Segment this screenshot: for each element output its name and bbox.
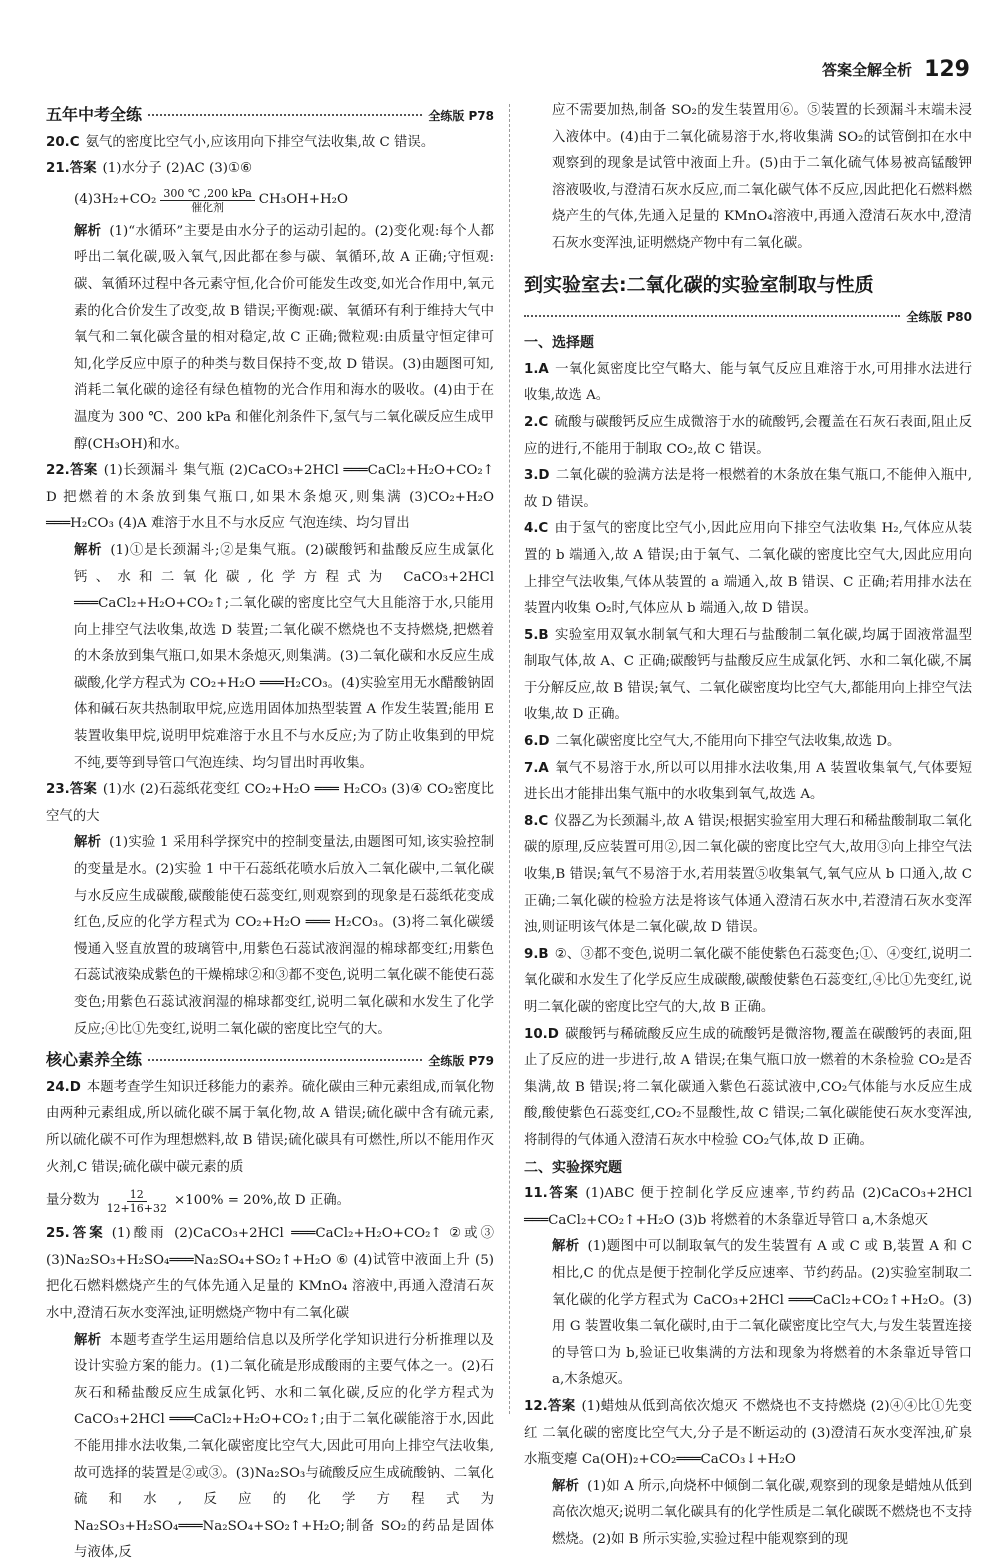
fraction-tail: ×100% = 20%,故 D 正确。 [174, 1192, 351, 1208]
analysis-11 [524, 1234, 972, 1394]
answer-text: (1)水 (2)石蕊纸花变红 CO₂+H₂O ═══ H₂CO₃ (3)④ CO₂密度比空气的大 [46, 782, 494, 824]
subheading-choice: 一、选择题 [524, 335, 594, 352]
analysis-text: (1)“水循环”主要是由水分子的运动引起的。(2)变化观:每个人都呼出二氧化碳,吸入氧气,因此都在参与碳、氧循环,故 A 正确;守恒观:碳、氧循环过程中各元素守恒,化合价可能发生改变,如光合作用中,氧元素的化合价发生了改变,故 B 错误;平衡观:碳、氧循环有利于维持大气中氧气和二氧化碳含量的相对稳定,故 C 正确;微粒观:由质量守恒定律可知,化学反应中原子的种类与数目保持不变,故 D 错误。(3)由题图可知,消耗二氧化碳的途径有绿色植物的光合作用和海水的吸收。(4)由于在温度为 300 ℃、200 kPa 和催化剂条件下,氢气与二氧化碳反应生成甲醇(CH₃OH)和水。 [74, 223, 494, 452]
answer-text: 碳酸钙与稀硫酸反应生成的硫酸钙是微溶物,覆盖在碳酸钙的表面,阻止了反应的进一步进行,故 A 错误;在集气瓶口放一燃着的木条检验 CO₂是否集满,故 B 错误;将二氧化碳通入紫色石蕊试液中,CO₂气体能与水反应生成酸,酸使紫色石蕊变红,CO₂不显酸性,故 C 错误;二氧化碳能使石灰水变浑浊,将制得的气体通入澄清石灰水中检验 CO₂气体,故 D 正确。 [524, 1026, 972, 1148]
answer-20 [46, 130, 494, 157]
answer-text: (1)酸雨 (2)CaCO₃+2HCl ═══CaCl₂+H₂O+CO₂↑ ②或③ (3)Na₂SO₃+H₂SO₄═══Na₂SO₄+SO₂↑+H₂O ⑥ (4)试管中液面上升 (5)把化石燃料燃烧产生的气体先通入足量的 KMnO₄ 溶液中,再通入澄清石灰水中,澄清石灰水变浑浊,证明燃烧产物中有二氧化碳 [46, 1226, 494, 1321]
analysis-25 [46, 1328, 494, 1567]
answer-21 [46, 156, 494, 183]
equation-left: (4)3H₂+CO₂ [74, 192, 157, 208]
section-ref: 全练版 P78 [428, 109, 494, 123]
analysis-label: 解析 [74, 542, 103, 558]
question-number: 8.C [524, 813, 549, 829]
subheading-experiment: 二、实验探究题 [524, 1159, 622, 1176]
question-number: 4.C [524, 521, 549, 537]
answer-text: ②、③都不变色,说明二氧化碳不能使紫色石蕊变色;①、④变红,说明二氧化碳和水发生了化学反应生成碳酸,碳酸使紫色石蕊变红,④比①先变红,说明二氧化碳的密度比空气的大,故 B 正确。 [524, 946, 972, 1015]
section-ref: 全练版 P79 [428, 1054, 494, 1069]
fraction-24 [46, 1181, 494, 1221]
analysis-22 [46, 538, 494, 777]
answer-25 [46, 1221, 494, 1327]
answer-text: 二氧化碳密度比空气大,不能用向下排空气法收集,故选 D。 [555, 734, 901, 750]
question-number: 24.D [46, 1079, 81, 1095]
analysis-label: 解析 [552, 1239, 580, 1255]
question-number: 7.A [524, 760, 549, 776]
dotted-leader [148, 1059, 422, 1061]
dotted-leader [524, 315, 900, 317]
page-number: 129 [924, 56, 970, 82]
answer-23 [46, 777, 494, 830]
answer-text: 一氧化氮密度比空气略大、能与氧气反应且难溶于水,可用排水法进行收集,故选 A。 [524, 361, 972, 404]
question-number: 23.答案 [46, 782, 97, 798]
analysis-text: 本题考查学生运用题给信息以及所学化学知识进行分析推理以及设计实验方案的能力。(1)二氧化硫是形成酸雨的主要气体之一。(2)石灰石和稀盐酸反应生成氯化钙、水和二氧化碳,反应的化学方程式为 CaCO₃+2HCl ═══CaCl₂+H₂O+CO₂↑;由于二氧化碳能溶于水,因此不能用排水法收集,二氧化碳密度比空气大,因此可用向上排空气法收集,故可选择的装置是②或③。(3)Na₂SO₃与硫酸反应生成硫酸钠、二氧化硫和水,反应的化学方程式为 Na₂SO₃+H₂SO₄═══Na₂SO₄+SO₂↑+H₂O;制备 SO₂的药品是固体与液体,反 [74, 1332, 495, 1561]
question-number: 12.答案 [524, 1398, 576, 1414]
answer-text: 硫酸与碳酸钙反应生成微溶于水的硫酸钙,会覆盖在石灰石表面,阻止反应的进行,不能用于制取 CO₂,故 C 错误。 [524, 414, 972, 457]
answer-text: 二氧化碳的验满方法是将一根燃着的木条放在集气瓶口,不能伸入瓶中,故 D 错误。 [524, 468, 972, 510]
question-number: 2.C [524, 414, 549, 430]
right-column [524, 98, 972, 1553]
mass-fraction [104, 1188, 170, 1215]
condition-bottom: 催化剂 [191, 201, 225, 215]
question-number: 11.答案 [524, 1186, 580, 1202]
answer-24 [46, 1075, 494, 1181]
answer-10 [524, 1022, 972, 1155]
answer-22 [46, 458, 494, 538]
answer-7 [524, 756, 972, 809]
denominator: 12+16+32 [106, 1201, 167, 1215]
header-label: 答案全解全析 [822, 60, 913, 79]
question-number: 20.C [46, 134, 80, 150]
equation-21 [46, 183, 494, 219]
analysis-label: 解析 [74, 223, 102, 239]
analysis-12 [524, 1474, 972, 1554]
answer-6 [524, 729, 972, 756]
page-header [822, 52, 970, 88]
answer-text: 氧气不易溶于水,所以可以用排水法收集,用 A 装置收集氧气,气体要短进长出才能排出集气瓶中的水收集到氧气,故选 A。 [524, 760, 972, 803]
answer-2 [524, 410, 972, 463]
analysis-text: (1)如 A 所示,向烧杯中倾倒二氧化碳,观察到的现象是蜡烛从低到高依次熄灭;说明二氧化碳具有的化学性质是二氧化碳既不燃烧也不支持燃烧。(2)如 B 所示实验,实验过程中能观察到的现 [552, 1478, 972, 1547]
equation-right: CH₃OH+H₂O [258, 192, 348, 208]
condition-top: 300 ℃ ,200 kPa [160, 187, 254, 201]
analysis-23 [46, 830, 494, 1043]
section-header-five-year [46, 102, 494, 130]
answer-11 [524, 1181, 972, 1234]
lab-section-ref-line [524, 304, 972, 331]
answer-text: (1)蜡烛从低到高依次熄灭 不燃烧也不支持燃烧 (2)④④比①先变红 二氧化碳的密度比空气大,分子是不断运动的 (3)澄清石灰水变浑浊,矿泉水瓶变瘪 Ca(OH)₂+CO₂═══CaCO₃↓+H₂O [524, 1398, 972, 1468]
analysis-text: (1)①是长颈漏斗;②是集气瓶。(2)碳酸钙和盐酸反应生成氯化钙、水和二氧化碳,化学方程式为 CaCO₃+2HCl ═══CaCl₂+H₂O+CO₂↑;二氧化碳的密度比空气大且能溶于水,只能用向上排空气法收集,故选 D 装置;二氧化碳不燃烧也不支持燃烧,把燃着的木条放到集气瓶口,如果木条熄灭,则集满。(3)二氧化碳和水反应生成碳酸,化学方程式为 CO₂+H₂O ═══H₂CO₃。(4)实验室用无水醋酸钠固体和碱石灰共热制取甲烷,应选用固体加热型装置 A 作发生装置;能用 E 装置收集甲烷,说明甲烷难溶于水且不与水反应;为了防止收集到的甲烷不纯,要等到导管口气泡连续、均匀冒出时再收集。 [74, 542, 494, 771]
section-title: 核心素养全练 [46, 1050, 143, 1070]
answer-text: (1)水分子 (2)AC (3)①⑥ [102, 161, 253, 177]
answer-3 [524, 463, 972, 516]
answer-text: 由于氢气的密度比空气小,因此应用向下排空气法收集 H₂,气体应从装置的 b 端通入,故 A 错误;由于氧气、二氧化碳的密度比空气大,因此应用向上排空气法收集,气体从装置的 a 端通入,故 B 错误、C 正确;若用排水法在装置内收集 O₂时,气体应从 b 端通入,故 D 错误。 [524, 521, 972, 617]
question-number: 10.D [524, 1026, 559, 1042]
answer-text: (1)长颈漏斗 集气瓶 (2)CaCO₃+2HCl ═══CaCl₂+H₂O+CO₂↑ D 把燃着的木条放到集气瓶口,如果木条熄灭,则集满 (3)CO₂+H₂O ═══H₂CO₃ (4)A 难溶于水且不与水反应 气泡连续、均匀冒出 [46, 463, 494, 532]
answer-4 [524, 516, 972, 622]
question-number: 1.A [524, 361, 549, 377]
column-divider [509, 104, 510, 1414]
numerator: 12 [127, 1188, 147, 1202]
analysis-label: 解析 [74, 835, 102, 851]
reaction-condition [160, 187, 254, 214]
section-ref: 全练版 P80 [906, 309, 972, 324]
dotted-leader [148, 114, 422, 116]
section-title: 五年中考全练 [46, 105, 143, 124]
section-header-core [46, 1047, 494, 1075]
question-number: 3.D [524, 468, 550, 484]
question-number: 25.答案 [46, 1226, 106, 1242]
answer-text: 氨气的密度比空气小,应该用向下排空气法收集,故 C 错误。 [85, 134, 435, 150]
answer-8 [524, 809, 972, 942]
question-number: 21.答案 [46, 161, 97, 177]
answer-text: 实验室用双氧水制氧气和大理石与盐酸制二氧化碳,均属于固液常温型制取气体,故 A、C 正确;碳酸钙与盐酸反应生成氯化钙、水和二氧化碳,不属于分解反应,故 B 错误;氧气、二氧化碳密度均比空气大,都能用向上排空气法收集,故 D 正确。 [524, 627, 972, 723]
question-number: 22.答案 [46, 463, 98, 479]
answer-text: (1)ABC 便于控制化学反应速率,节约药品 (2)CaCO₃+2HCl ═══CaCl₂+CO₂↑+H₂O (3)b 将燃着的木条靠近导管口 a,木条熄灭 [524, 1186, 972, 1228]
analysis-text: (1)题图中可以制取氧气的发生装置有 A 或 C 或 B,装置 A 和 C 相比,C 的优点是便于控制化学反应速率、节约药品。(2)实验室制取二氧化碳的化学方程式为 CaCO₃+2HCl ═══CaCl₂+CO₂↑+H₂O。(3)用 G 装置收集二氧化碳时,由于二氧化碳密度比空气大,与发生装置连接的导管口为 b,验证已收集满的方法和现象为将燃着的木条靠近导管口 a,木条熄灭。 [552, 1239, 972, 1388]
analysis-25-continued: 应不需要加热,制备 SO₂的发生装置用⑥。⑤装置的长颈漏斗末端未浸入液体中。(4)由于二氧化硫易溶于水,将收集满 SO₂的试管倒扣在水中观察到的现象是试管中液面上升。(5)由于二氧化硫气体易被高锰酸钾溶液吸收,与澄清石灰水反应,而二氧化碳气体不反应,因此把化石燃料燃烧产生的气体,先通入足量的 KMnO₄溶液中,再通入澄清石灰水中,澄清石灰水变浑浊,证明燃烧产物中有二氧化碳。 [552, 103, 972, 251]
answer-1 [524, 357, 972, 410]
answer-text: 本题考查学生知识迁移能力的素养。硫化碳由三种元素组成,而氧化物由两种元素组成,所以硫化碳不属于氧化物,故 A 错误;硫化碳中含有硫元素,所以硫化碳不可作为理想燃料,故 B 错误;硫化碳具有可燃性,所以不能用作灭火剂,C 错误;硫化碳中碳元素的质 [46, 1079, 494, 1175]
answer-5 [524, 623, 972, 729]
analysis-label: 解析 [74, 1332, 102, 1348]
question-number: 5.B [524, 627, 549, 643]
analysis-text: (1)实验 1 采用科学探究中的控制变量法,由题图可知,该实验控制的变量是水。(2)实验 1 中干石蕊纸花喷水后放入二氧化碳中,二氧化碳与水反应生成碳酸,碳酸能使石蕊变红,则观察到的现象是石蕊纸花变成红色,反应的化学方程式为 CO₂+H₂O ═══ H₂CO₃。(3)将二氧化碳缓慢通入竖直放置的玻璃管中,用紫色石蕊试液润湿的棉球都变红;用紫色石蕊试液染成紫色的干燥棉球②和③都不变色,说明二氧化碳不能使石蕊变色;用紫色石蕊试液润湿的棉球都变红,说明二氧化碳和水发生了化学反应;④比①先变红,说明二氧化碳的密度比空气的大。 [74, 835, 495, 1037]
answer-text: 仪器乙为长颈漏斗,故 A 错误;根据实验室用大理石和稀盐酸制取二氧化碳的原理,反应装置可用②,因二氧化碳的密度比空气大,故用③向上排空气法收集,B 错误;氧气不易溶于水,若用装置⑤收集氧气,氧气应从 b 口通入,故 C 正确;二氧化碳的检验方法是将该气体通入澄清石灰水中,若澄清石灰水变浑浊,则证明该气体是二氧化碳,故 D 错误。 [524, 813, 972, 936]
lab-section-title: 到实验室去:二氧化碳的实验室制取与性质 [524, 273, 874, 296]
answer-12 [524, 1394, 972, 1474]
analysis-label: 解析 [552, 1478, 580, 1494]
question-number: 9.B [524, 946, 549, 962]
answer-9 [524, 942, 972, 1022]
question-number: 6.D [524, 734, 550, 750]
fraction-lead: 量分数为 [46, 1192, 100, 1208]
left-column [46, 98, 494, 1567]
analysis-21 [46, 219, 494, 458]
